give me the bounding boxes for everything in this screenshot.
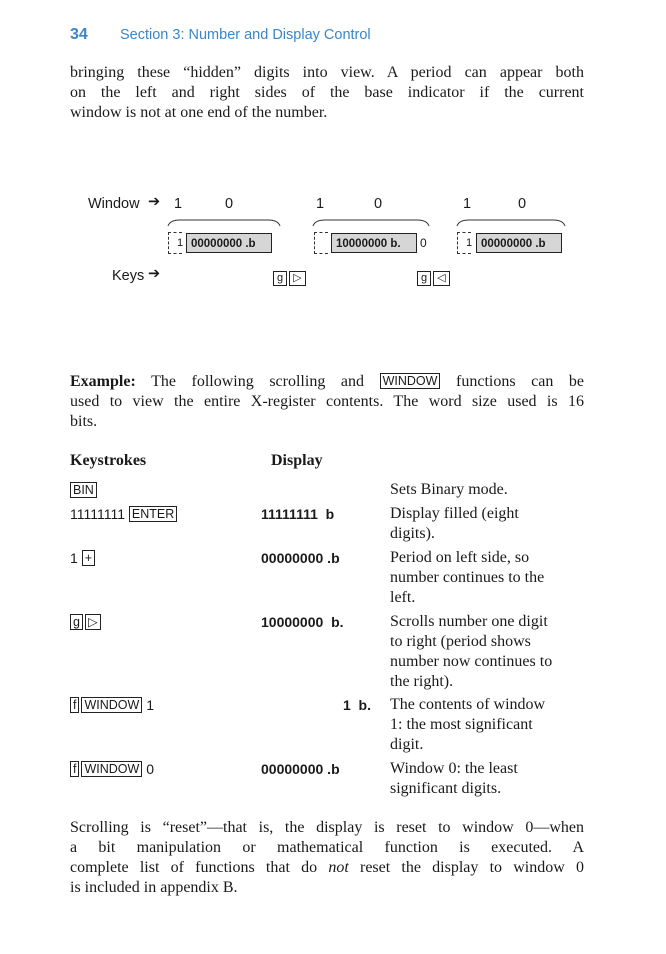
scroll-right-key: ▷ bbox=[85, 614, 101, 630]
closing-text: complete list of functions that do bbox=[70, 859, 329, 876]
display-suffix: 0 bbox=[420, 236, 427, 250]
emphasis-not: not bbox=[328, 859, 349, 876]
description-line: significant digits. bbox=[390, 780, 502, 797]
closing-line: Scrolling is “reset”—that is, the display is reset to window 0—when bbox=[70, 819, 584, 836]
description-line: the right). bbox=[390, 673, 454, 690]
description-line: number now continues to bbox=[390, 653, 553, 670]
description-line: digit. bbox=[390, 736, 424, 753]
keys-label: Keys bbox=[112, 268, 145, 284]
description-cell bbox=[390, 695, 586, 755]
keystroke-cell bbox=[70, 506, 177, 522]
description-cell bbox=[390, 612, 586, 692]
arrow-icon: ➔ bbox=[148, 266, 161, 282]
display-cell: 00000000 .b bbox=[261, 761, 340, 777]
f-key: f bbox=[70, 761, 79, 777]
display-cell: 00000000 .b bbox=[261, 550, 340, 566]
window-bracket bbox=[166, 216, 282, 228]
key-sequence bbox=[273, 269, 306, 287]
key-sequence bbox=[417, 269, 450, 287]
window-key: WINDOW bbox=[380, 373, 441, 389]
description-line: Period on left side, so bbox=[390, 549, 530, 566]
window-edge bbox=[314, 232, 328, 254]
enter-key: ENTER bbox=[129, 506, 177, 522]
lcd-display: 10000000 b. bbox=[331, 233, 417, 253]
window-digit: 0 bbox=[374, 196, 383, 212]
description-line: Window 0: the least bbox=[390, 760, 518, 777]
keystrokes-header: Keystrokes bbox=[70, 452, 147, 469]
digit-entry: 0 bbox=[146, 761, 155, 777]
window-digit: 0 bbox=[518, 196, 527, 212]
description-cell bbox=[390, 548, 586, 608]
closing-text: reset the display to window 0 bbox=[348, 859, 585, 876]
window-digit: 0 bbox=[225, 196, 234, 212]
window-digit: 1 bbox=[463, 196, 472, 212]
page-number: 34 bbox=[70, 26, 88, 43]
display-cell: 11111111 b bbox=[261, 506, 335, 522]
keystroke-cell bbox=[70, 697, 154, 713]
closing-line bbox=[70, 858, 584, 878]
window-digit: 1 bbox=[174, 196, 183, 212]
lcd-display: 00000000 .b bbox=[186, 233, 272, 253]
example-line: used to view the entire X-register contents. The word size used is 16 bbox=[70, 393, 584, 410]
digit-entry: 1 bbox=[70, 550, 78, 566]
description-line: Scrolls number one digit bbox=[390, 613, 548, 630]
closing-paragraph bbox=[70, 818, 584, 898]
bin-key: BIN bbox=[70, 482, 97, 498]
g-key: g bbox=[417, 271, 431, 286]
display-header: Display bbox=[271, 452, 323, 469]
description-line: The contents of window bbox=[390, 696, 546, 713]
description-line: Sets Binary mode. bbox=[390, 481, 508, 498]
intro-line: bringing these “hidden” digits into view. A period can appear both bbox=[70, 64, 584, 81]
digit-entry: 1 bbox=[146, 697, 155, 713]
description-line: 1: the most significant bbox=[390, 716, 533, 733]
description-cell bbox=[390, 759, 586, 799]
example-line bbox=[70, 372, 584, 392]
keystroke-cell bbox=[70, 761, 154, 777]
display-prefix: 1 bbox=[466, 237, 473, 249]
digit-entry: 11111111 bbox=[70, 506, 126, 522]
scroll-right-key: ▷ bbox=[289, 271, 305, 286]
intro-line: window is not at one end of the number. bbox=[70, 104, 328, 121]
closing-line: a bit manipulation or mathematical function is executed. A bbox=[70, 839, 584, 856]
g-key: g bbox=[70, 614, 83, 630]
description-line: left. bbox=[390, 589, 416, 606]
arrow-icon: ➔ bbox=[148, 194, 161, 210]
f-key: f bbox=[70, 697, 79, 713]
closing-line: is included in appendix B. bbox=[70, 879, 238, 896]
description-line: number continues to the bbox=[390, 569, 545, 586]
g-key: g bbox=[273, 271, 287, 286]
window-bracket bbox=[455, 216, 567, 228]
section-title: Section 3: Number and Display Control bbox=[120, 27, 371, 43]
intro-line: on the left and right sides of the base indicator if the current bbox=[70, 84, 584, 101]
window-key: WINDOW bbox=[81, 761, 142, 777]
lcd-display: 00000000 .b bbox=[476, 233, 562, 253]
keystroke-cell bbox=[70, 550, 95, 566]
display-cell: 1 b. bbox=[342, 697, 371, 713]
display-cell: 10000000 b. bbox=[261, 614, 344, 630]
description-line: Display filled (eight bbox=[390, 505, 519, 522]
example-label: Example: bbox=[70, 373, 136, 390]
keystroke-cell bbox=[70, 482, 97, 498]
example-text: The following scrolling and bbox=[151, 373, 364, 390]
plus-key: + bbox=[82, 550, 95, 566]
example-line: bits. bbox=[70, 413, 98, 430]
scroll-diagram bbox=[0, 0, 666, 320]
description-cell bbox=[390, 480, 586, 500]
description-cell bbox=[390, 504, 586, 544]
display-prefix: 1 bbox=[177, 237, 184, 249]
window-label: Window bbox=[88, 196, 140, 212]
window-bracket bbox=[311, 216, 431, 228]
window-digit: 1 bbox=[316, 196, 325, 212]
example-paragraph bbox=[70, 372, 584, 432]
scroll-left-key: ◁ bbox=[433, 271, 449, 286]
example-text: functions can be bbox=[456, 373, 585, 390]
description-line: to right (period shows bbox=[390, 633, 531, 650]
keystroke-cell bbox=[70, 614, 101, 630]
window-key: WINDOW bbox=[81, 697, 142, 713]
description-line: digits). bbox=[390, 525, 435, 542]
